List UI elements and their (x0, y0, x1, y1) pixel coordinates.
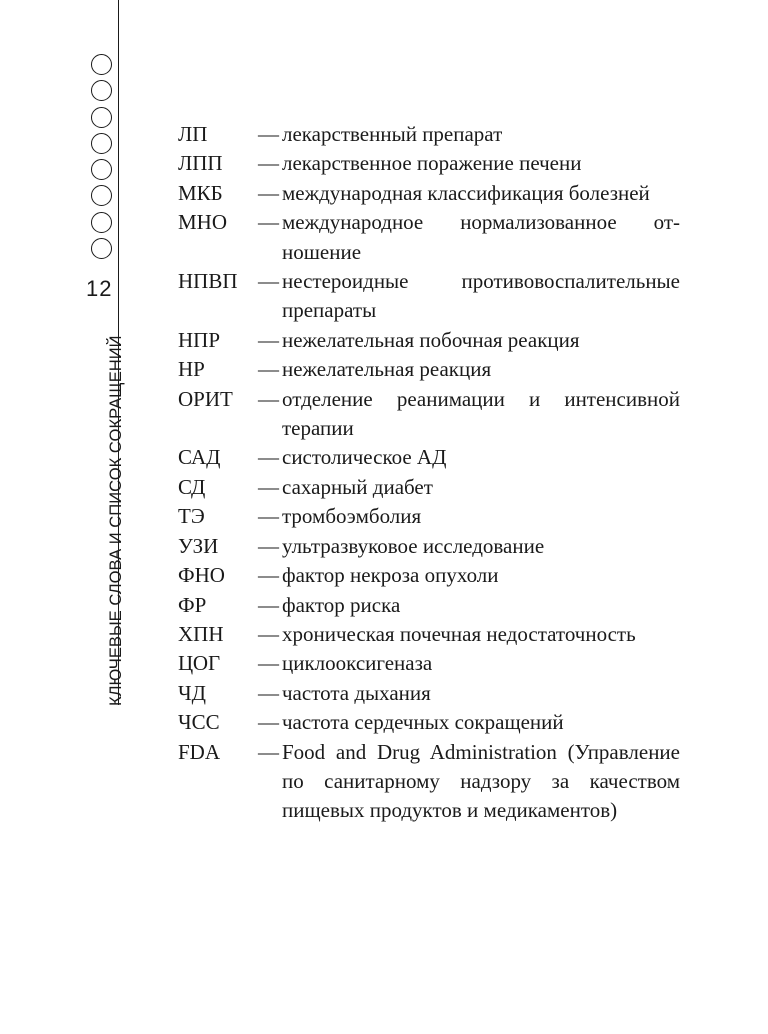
dash-separator: — (258, 592, 279, 617)
list-item (178, 149, 680, 178)
list-item (178, 443, 680, 472)
definition: сахарный диабет (282, 474, 433, 499)
circle-icon (91, 107, 112, 128)
dash-separator: — (258, 680, 279, 705)
list-item (178, 385, 680, 444)
abbreviation: САД (178, 445, 221, 470)
abbreviation: МКБ (178, 180, 223, 205)
definition: систолическое АД (282, 445, 447, 470)
circle-icon (91, 238, 112, 259)
abbreviation: ЛПП (178, 151, 223, 176)
abbreviation: ТЭ (178, 504, 205, 529)
definition: отделение реанимации и интенсивной терапии (282, 386, 680, 441)
dash-separator: — (258, 474, 279, 499)
dash-separator: — (258, 357, 279, 382)
list-item (178, 179, 680, 208)
list-item (178, 679, 680, 708)
list-item (178, 502, 680, 531)
list-item (178, 620, 680, 649)
dash-separator: — (258, 151, 279, 176)
definition: фактор риска (282, 592, 401, 617)
list-item (178, 649, 680, 678)
list-item (178, 120, 680, 149)
dash-separator: — (258, 386, 279, 411)
dash-separator: — (258, 621, 279, 646)
abbreviation: НПВП (178, 269, 238, 294)
dash-separator: — (258, 210, 279, 235)
definition: ультразвуковое исследование (282, 533, 545, 558)
abbreviation: ЛП (178, 122, 208, 146)
circle-icon (91, 80, 112, 101)
list-item (178, 708, 680, 737)
list-item (178, 208, 680, 267)
definition: частота дыхания (282, 680, 431, 705)
abbreviation: ХПН (178, 621, 224, 646)
definition: хроническая почечная недостаточность (282, 621, 636, 646)
abbreviation-list (178, 120, 680, 826)
circle-icon (91, 212, 112, 233)
definition: нежелательная побочная реакция (282, 327, 580, 352)
circle-icon (91, 54, 112, 75)
definition: нежелательная реакция (282, 357, 492, 382)
definition: лекарственное поражение печени (282, 151, 582, 176)
dash-separator: — (258, 122, 279, 146)
running-head: КЛЮЧЕВЫЕ СЛОВА И СПИСОК СОКРАЩЕНИЙ (106, 335, 125, 706)
abbreviation: НПР (178, 327, 221, 352)
dash-separator: — (258, 180, 279, 205)
abbreviation: НР (178, 357, 205, 382)
abbreviation: ЦОГ (178, 651, 221, 676)
list-item (178, 591, 680, 620)
list-item (178, 738, 680, 826)
dash-separator: — (258, 533, 279, 558)
abbreviation: FDA (178, 739, 221, 764)
circle-icon (91, 133, 112, 154)
list-item (178, 355, 680, 384)
abbreviation: ЧСС (178, 710, 220, 735)
dash-separator: — (258, 445, 279, 470)
decorative-circles (91, 54, 115, 264)
abbreviation: ЧД (178, 680, 206, 705)
circle-icon (91, 159, 112, 180)
definition: лекарственный препарат (282, 122, 503, 146)
dash-separator: — (258, 327, 279, 352)
dash-separator: — (258, 269, 279, 294)
dash-separator: — (258, 651, 279, 676)
list-item (178, 561, 680, 590)
page-number: 12 (86, 276, 113, 301)
abbreviation: ФР (178, 592, 207, 617)
definition: тромбоэмболия (282, 504, 422, 529)
definition: фактор некроза опухоли (282, 563, 499, 588)
abbreviation: СД (178, 474, 206, 499)
abbreviation: УЗИ (178, 533, 219, 558)
abbreviation: ФНО (178, 563, 225, 588)
definition: нестероидные противовоспалительные препараты (282, 269, 680, 323)
dash-separator: — (258, 739, 279, 764)
list-item (178, 532, 680, 561)
definition: международное нормализованное отношение (282, 210, 680, 264)
list-item (178, 267, 680, 326)
list-item (178, 326, 680, 355)
circle-icon (91, 185, 112, 206)
dash-separator: — (258, 563, 279, 588)
dash-separator: — (258, 710, 279, 735)
definition: международная классификация болезней (282, 180, 650, 205)
definition: циклооксигеназа (282, 651, 433, 676)
abbreviation: МНО (178, 210, 228, 235)
definition: Food and Drug Administration (Управление по санитарному надзору за качеством пищевых продуктов и медикаментов) (282, 739, 680, 823)
abbreviation: ОРИТ (178, 386, 233, 411)
definition: частота сердечных сокращений (282, 710, 564, 735)
list-item (178, 473, 680, 502)
dash-separator: — (258, 504, 279, 529)
